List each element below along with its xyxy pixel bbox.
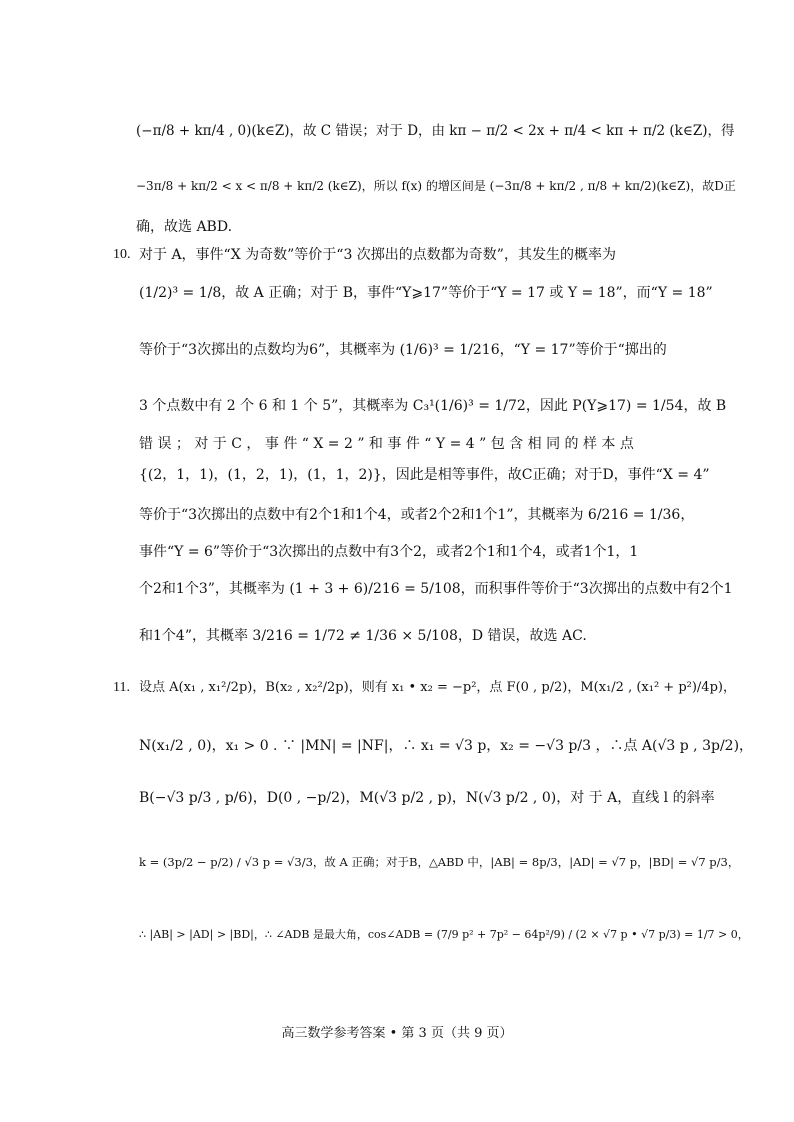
solution-10-line-3: 等价于“3次掷出的点数均为6”，其概率为 (1/6)³ = 1/216，“Y = 17”等价于“掷出的 <box>139 342 667 358</box>
solution-11-line-2: N(x₁/2 , 0)，x₁ > 0 . ∵ |MN| = |NF|，∴ x₁ = √3 p，x₂ = −√3 p/3 ，∴点 A(√3 p , 3p/2)， <box>139 738 754 754</box>
solution-11-line-1: 设点 A(x₁ , x₁²/2p)，B(x₂ , x₂²/2p)，则有 x₁ • x₂ = −p²，点 F(0 , p/2)，M(x₁/2 , (x₁² + p²)/4p)， <box>139 680 736 695</box>
solution-10-number: 10. <box>113 247 131 262</box>
solution-10-line-7: 等价于“3次掷出的点数中有2个1和1个4，或者2个2和1个1”，其概率为 6/216 = 1/36， <box>139 507 695 523</box>
solution-9-line-1: (−π/8 + kπ/4 , 0)(k∈Z)，故 C 错误；对于 D，由 kπ − π/2 < 2x + π/4 < kπ + π/2 (k∈Z)，得 <box>136 123 735 139</box>
page-footer: 高三数学参考答案 • 第 3 页（共 9 页） <box>281 1026 513 1041</box>
solution-11-line-4: k = (3p/2 − p/2) / √3 p = √3/3，故 A 正确；对于B，△ABD 中，|AB| = 8p/3，|AD| = √7 p，|BD| = √7 p/3， <box>139 855 740 869</box>
solution-10-line-9: 个2和1个3”，其概率为 (1 + 3 + 6)/216 = 5/108，而积事件等价于“3次掷出的点数中有2个1 <box>139 581 733 597</box>
solution-9-line-3: 确，故选 ABD. <box>136 219 233 235</box>
solution-10-line-10: 和1个4”，其概率 3/216 = 1/72 ≠ 1/36 × 5/108，D 错误，故选 AC. <box>139 628 587 644</box>
solution-10-line-4: 3 个点数中有 2 个 6 和 1 个 5”，其概率为 C₃¹(1/6)³ = 1/72，因此 P(Y⩾17) = 1/54，故 B <box>139 398 727 414</box>
solution-10-line-2: (1/2)³ = 1/8，故 A 正确；对于 B，事件“Y⩾17”等价于“Y = 17 或 Y = 18”，而“Y = 18” <box>139 285 713 301</box>
solution-10-line-8: 事件“Y = 6”等价于“3次掷出的点数中有3个2，或者2个1和1个4，或者1个1，1 <box>139 544 639 560</box>
solution-10-line-1: 对于 A，事件“X 为奇数”等价于“3 次掷出的点数都为奇数”，其发生的概率为 <box>139 247 616 263</box>
solution-9-line-2: −3π/8 + kπ/2 < x < π/8 + kπ/2 (k∈Z)，所以 f(x) 的增区间是 (−3π/8 + kπ/2 , π/8 + kπ/2)(k∈Z)，故D正 <box>136 179 736 193</box>
solution-11-line-5: ∴ |AB| > |AD| > |BD|，∴ ∠ADB 是最大角，cos∠ADB = (7/9 p² + 7p² − 64p²/9) / (2 × √7 p • √7 p/3) = 1/7 > 0， <box>139 928 749 941</box>
solution-11-line-3: B(−√3 p/3 , p/6)，D(0 , −p/2)，M(√3 p/2 , p)，N(√3 p/2 , 0)，对 于 A，直线 l 的斜率 <box>139 790 715 806</box>
solution-10-line-5: 错 误 ； 对 于 C ， 事 件 “ X = 2 ” 和 事 件 “ Y = 4 ” 包 含 相 同 的 样 本 点 <box>139 436 634 452</box>
solution-11-number: 11. <box>113 680 130 695</box>
solution-10-line-6: {(2，1，1)，(1，2，1)，(1，1，2)}，因此是相等事件，故C正确；对于D，事件“X = 4” <box>139 467 710 483</box>
